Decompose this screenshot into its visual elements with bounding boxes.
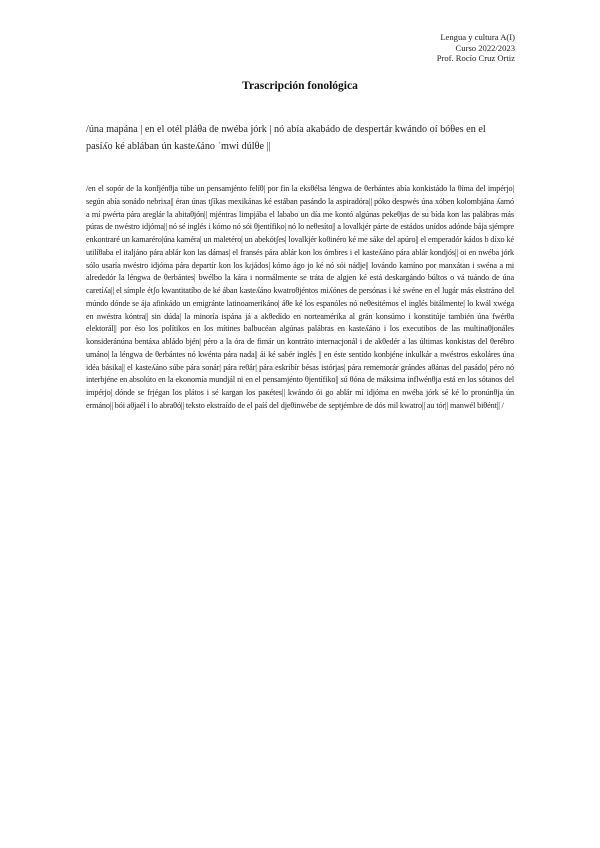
course-term: Curso 2022/2023	[455, 42, 515, 53]
course-header	[437, 32, 515, 64]
main-transcription-paragraph: /en el sopór de la konfjénθja túbe un pensamjénto felíθ| por fin la eksθélsa léngwa de θerbántes abía konkistádo la θíma del impérjo| según abía sonádo nebrixa|| éran únas tʃíkas mexikánas ké estában pasándo la aspiradóra|| póko despwés úna xóben kolombjána ʎamó a mí pwérta pára areglár la abitaθjón|| mjéntras limpjába el lababo un día me kontó algúnas pekeθjas de su bída kon las palábras más púras de nwéstro idjóma|| nó sé inglés i kómo nó sói θjentífiko| nó lo neθesíto|| a lovalkjér párte de estádos unídos adónde bája sjémpre enkontraré un kamaréro|úna kaméra| un maletéro| un abekótʃes| lovalkjér koθinéro ké me sáke del apúro|| el emperadór kádos b díxo ké utilíθaba el italjáno pára ablár kon las dámas| el fransés pára ablár kon los ómbres i el kasteʎáno pára ablár kondjós|| oi en nwéba jórk sólo usaría nwéstro idjóma pára departír kon los kɾjádos| kómo ágo jo ké nó sói nádje|| lovándo kamíno por manxátan i swéna a mi alrededór la léngwa de θerbántes| bwélbo la kára i normálmente se tráta de algjen ké está deskargándo búltos o vá tuándo de úna caretíʎa|| el símple étʃo kwantitatíbo de ké ában kasteʎáno kwatroθjéntos miʎónes de persónas i ké swéne en el lugár más ekstráno del múndo dónde se ája afinkádo un emigránte latinoamerikáno| áθe ké los espanóles nó neθesitémos el inglés bitálmente| lo kwál xwéga en nwéstra kóntra|| sin dúda| la minoría ispána já a akθedído en norteamérika al grán konsúmo i konstitúje también úna fwérθa elektorál|| por éso los polítikos en los mítines balbucéan algúnas palábras en kasteʎáno i los executibos de las multinaθjonáles konsideránúna bentáxa abládo bjén| péro a la óra de fimár un kontráto internacjonál i de akθedér a las últimas konkistas del θerébro umáno| la léngwa de θerbántes nó kwénta pára nada|| ái ké sabér inglés || en éste sentído konbjéne inkulkár a nwéstros eskoláres úna idéa básika|| el kasteʎáno súbe pára sonár| pára reθár| pára eskribír bésas istórjas| pára rememorár grándes aθánas del pasádo| péro nó interbjéne en absolúto en la ekonomía mundjál ni en el pensamjénto θjentífiko|| sú θóna de máksima inflwénθja está en los sótanos del impérjo| dónde se frjégan los plátos i sé kargan los paкétes|| kwándo ói go ablár mí idjóma en nwéba jórk sé ké lo pronúnθja ún ermáno|| bói aθjaél i lo abraθó|| teksto ekstraído de el paíś del djeθinwébe de septjémbɾe de dós mil kwatro|| au tór|| manwél biθént|| /	[86, 184, 514, 410]
teacher-name: Prof. Rocío Cruz Ortiz	[436, 53, 515, 64]
intro-transcription-paragraph: /úna mapána | en el otél pláθa de nwéba jórk | nó abía akabádo de despertár kwándo oí bóθes en el pasíʎo ké ablában ún kasteʎáno ˈmwi dúlθe ||	[86, 124, 486, 152]
course-name: Lengua y cultura A(I)	[440, 32, 515, 42]
document-title: Trascripción fonológica	[242, 80, 358, 92]
